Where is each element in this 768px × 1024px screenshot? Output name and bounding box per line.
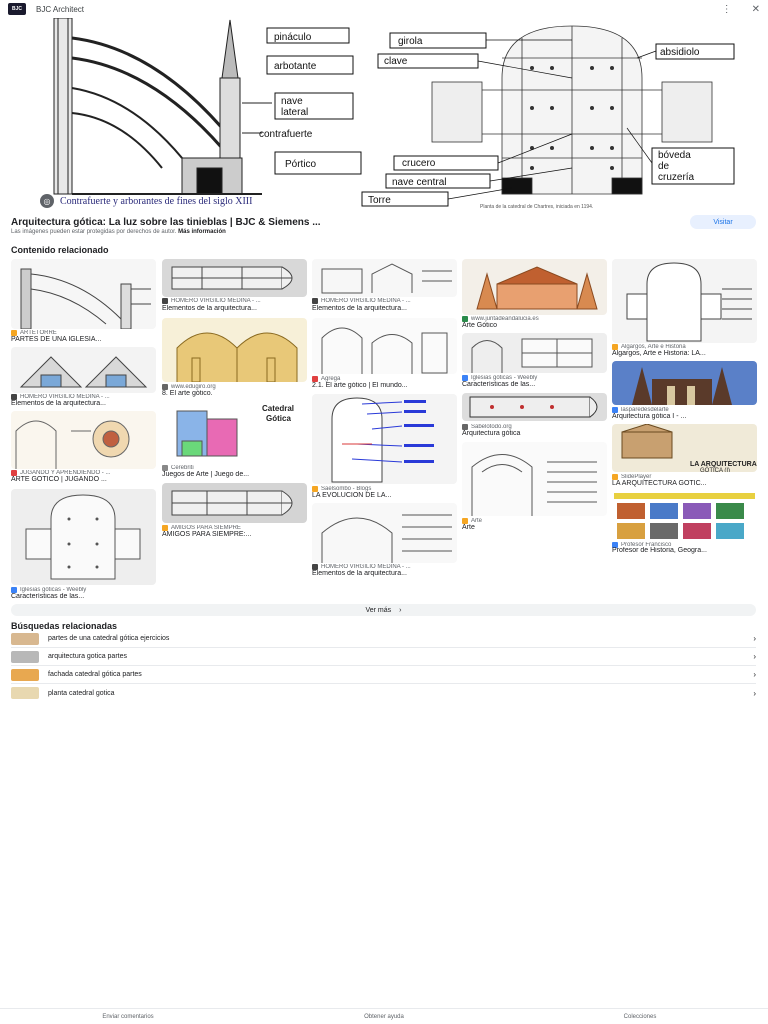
label-nave-lateral-2: lateral bbox=[281, 107, 309, 118]
result-thumb[interactable] bbox=[11, 411, 156, 469]
help-link[interactable]: Obtener ayuda bbox=[364, 1013, 404, 1020]
result-thumb[interactable] bbox=[162, 401, 307, 463]
chevron-right-icon: › bbox=[399, 606, 402, 614]
result-thumb[interactable] bbox=[162, 318, 307, 382]
result-title[interactable]: AMIGOS PARA SIEMPRE:... bbox=[162, 531, 252, 538]
related-search-label: planta catedral gotica bbox=[48, 689, 115, 697]
result-thumb[interactable] bbox=[462, 442, 607, 516]
label-clave: clave bbox=[384, 56, 408, 67]
chevron-right-icon: › bbox=[753, 634, 756, 643]
collections-link[interactable]: Colecciones bbox=[623, 1013, 657, 1020]
source-title[interactable]: Arquitectura gótica: La luz sobre las tinieblas | BJC & Siemens ... bbox=[11, 217, 321, 228]
label-boveda-3: cruzería bbox=[658, 172, 695, 183]
result-source: ARTETORRE bbox=[11, 330, 151, 336]
related-heading: Contenido relacionado bbox=[11, 245, 109, 255]
result-title[interactable]: Arte Gótico bbox=[462, 322, 498, 329]
result-thumb[interactable] bbox=[162, 259, 307, 297]
result-thumb[interactable] bbox=[612, 259, 757, 343]
result-title[interactable]: Elementos de la arquitectura... bbox=[162, 305, 257, 312]
result-thumb[interactable] bbox=[11, 347, 156, 393]
result-title[interactable]: Algargos, Arte e Historia: LA... bbox=[612, 350, 706, 357]
searches-heading: Búsquedas relacionadas bbox=[11, 621, 118, 631]
result-source: HOMERO VIRGILIO MEDINA - ... bbox=[312, 564, 452, 570]
result-source: lasparedesdelarte bbox=[612, 407, 752, 413]
lens-icon[interactable]: ◎ bbox=[40, 194, 54, 208]
related-search-thumb bbox=[11, 651, 39, 663]
related-search-thumb bbox=[11, 669, 39, 681]
catedral-label-2: Gótica bbox=[266, 414, 291, 423]
label-arbotante: arbotante bbox=[274, 61, 317, 72]
gothic-architecture-diagram bbox=[32, 18, 736, 212]
related-search-item[interactable] bbox=[11, 666, 756, 684]
related-search-label: partes de una catedral gótica ejercicios bbox=[48, 635, 170, 642]
result-title[interactable]: 8. El arte gótico. bbox=[162, 390, 213, 397]
related-search-label: arquitectura gotica partes bbox=[48, 653, 127, 660]
hero-caption-text: Contrafuerte y arborantes de fines del siglo XIII bbox=[60, 195, 253, 207]
result-title[interactable]: ARTE GÓTICO | JUGANDO ... bbox=[11, 476, 107, 483]
result-thumb[interactable] bbox=[462, 259, 607, 315]
result-thumb[interactable] bbox=[312, 394, 457, 484]
result-thumb[interactable] bbox=[312, 318, 457, 374]
result-title[interactable]: Arquitectura gótica bbox=[462, 430, 521, 437]
result-source: www.juntadeandalucia.es bbox=[462, 316, 602, 322]
result-source: HOMERO VIRGILIO MEDINA - ... bbox=[11, 394, 151, 400]
top-bar bbox=[0, 0, 768, 18]
chevron-right-icon: › bbox=[753, 688, 756, 698]
result-title[interactable]: Elementos de la arquitectura... bbox=[11, 400, 106, 407]
hero-caption bbox=[40, 194, 252, 208]
result-title[interactable]: Características de las... bbox=[11, 593, 85, 600]
result-thumb[interactable] bbox=[612, 424, 757, 472]
result-title[interactable]: Juegos de Arte | Juego de... bbox=[162, 471, 250, 478]
label-absidiolo: absidiolo bbox=[660, 47, 700, 58]
related-search-item[interactable] bbox=[11, 648, 756, 666]
site-name[interactable]: BJC Architect bbox=[36, 4, 85, 14]
result-source: Iglesias góticas - Weebly bbox=[11, 587, 151, 593]
result-title[interactable]: LA EVOLUCIÓN DE LA... bbox=[312, 492, 392, 499]
preview-image[interactable] bbox=[32, 18, 736, 212]
result-title[interactable]: PARTES DE UNA IGLESIA... bbox=[11, 336, 102, 343]
result-source: JUGANDO Y APRENDIENDO - ... bbox=[11, 470, 151, 476]
arq-label-1: LA ARQUITECTURA bbox=[690, 461, 757, 468]
result-source: Arte bbox=[462, 518, 602, 524]
plan-caption: Planta de la catedral de Chartres, iniciada en 1194. bbox=[480, 204, 594, 210]
label-contrafuerte: contrafuerte bbox=[259, 129, 313, 140]
label-nave-lateral-1: nave bbox=[281, 96, 303, 107]
label-nave-central: nave central bbox=[392, 177, 447, 188]
result-title[interactable]: Elementos de la arquitectura... bbox=[312, 305, 407, 312]
copyright-notice bbox=[11, 229, 226, 235]
result-source: Sabelotodo.org bbox=[462, 424, 602, 430]
result-source: Saelsombo - Blogs bbox=[312, 486, 452, 492]
result-thumb[interactable] bbox=[11, 259, 156, 329]
result-thumb[interactable] bbox=[312, 503, 457, 563]
result-title[interactable]: Arquitectura gótica I - ... bbox=[612, 413, 687, 420]
feedback-link[interactable]: Enviar comentarios bbox=[102, 1013, 154, 1020]
result-source: HOMERO VIRGILIO MEDINA - ... bbox=[162, 298, 302, 304]
more-options-icon[interactable]: ⋮ bbox=[721, 3, 732, 15]
site-logo: BJC bbox=[8, 3, 26, 15]
result-source: SlidePlayer bbox=[612, 474, 752, 480]
related-search-thumb bbox=[11, 633, 39, 645]
result-source: Iglesias góticas - Weebly bbox=[462, 375, 602, 381]
result-title[interactable]: LA ARQUITECTURA GÓTIC... bbox=[612, 480, 707, 487]
label-boveda-2: de bbox=[658, 161, 670, 172]
label-portico: Pórtico bbox=[285, 159, 317, 170]
result-title[interactable]: Características de las... bbox=[462, 381, 536, 388]
result-source: Profesor Francisco bbox=[612, 542, 752, 548]
result-title[interactable]: Elementos de la arquitectura... bbox=[312, 570, 407, 577]
more-info-link[interactable]: Más información bbox=[178, 229, 226, 235]
catedral-label-1: Catedral bbox=[262, 404, 295, 413]
result-thumb[interactable] bbox=[612, 361, 757, 405]
visit-button[interactable]: Visitar bbox=[690, 215, 756, 229]
label-boveda-1: bóveda bbox=[658, 150, 691, 161]
result-source: Cerebriti bbox=[162, 465, 302, 471]
result-title[interactable]: Profesor de Historia, Geogra... bbox=[612, 547, 707, 554]
related-search-label: fachada catedral gótica partes bbox=[48, 671, 142, 678]
see-more-label: Ver más bbox=[365, 606, 392, 614]
related-search-thumb bbox=[11, 687, 39, 699]
copyright-text: Las imágenes pueden estar protegidas por derechos de autor. bbox=[11, 229, 177, 235]
result-source: Agrega bbox=[312, 376, 452, 382]
see-more-button[interactable] bbox=[11, 604, 756, 616]
result-source: HOMERO VIRGILIO MEDINA - ... bbox=[312, 298, 452, 304]
result-source: Algargos, Arte e Historia bbox=[612, 344, 752, 350]
label-pinaculo: pináculo bbox=[274, 32, 312, 43]
result-title[interactable]: 2.1. El arte gótico | El mundo... bbox=[312, 382, 408, 389]
related-search-item[interactable] bbox=[11, 684, 756, 702]
label-crucero: crucero bbox=[402, 158, 436, 169]
label-girola: girola bbox=[398, 36, 423, 47]
result-thumb[interactable] bbox=[312, 259, 457, 297]
result-title[interactable]: Arte bbox=[462, 524, 475, 531]
result-thumb[interactable] bbox=[11, 489, 156, 585]
result-source: AMIGOS PARA SIEMPRE bbox=[162, 525, 302, 531]
arq-label-2: GÓTICA (I) bbox=[700, 468, 730, 472]
result-thumb[interactable] bbox=[462, 333, 607, 373]
result-source: www.edugiro.org bbox=[162, 384, 302, 390]
result-thumb[interactable] bbox=[612, 491, 757, 541]
chevron-right-icon: › bbox=[753, 652, 756, 661]
result-thumb[interactable] bbox=[162, 483, 307, 523]
chevron-right-icon: › bbox=[753, 670, 756, 679]
related-search-item[interactable] bbox=[11, 630, 756, 648]
result-thumb[interactable] bbox=[462, 393, 607, 421]
footer bbox=[0, 1008, 768, 1024]
close-icon[interactable]: ✕ bbox=[751, 3, 760, 15]
label-torre: Torre bbox=[368, 195, 391, 206]
